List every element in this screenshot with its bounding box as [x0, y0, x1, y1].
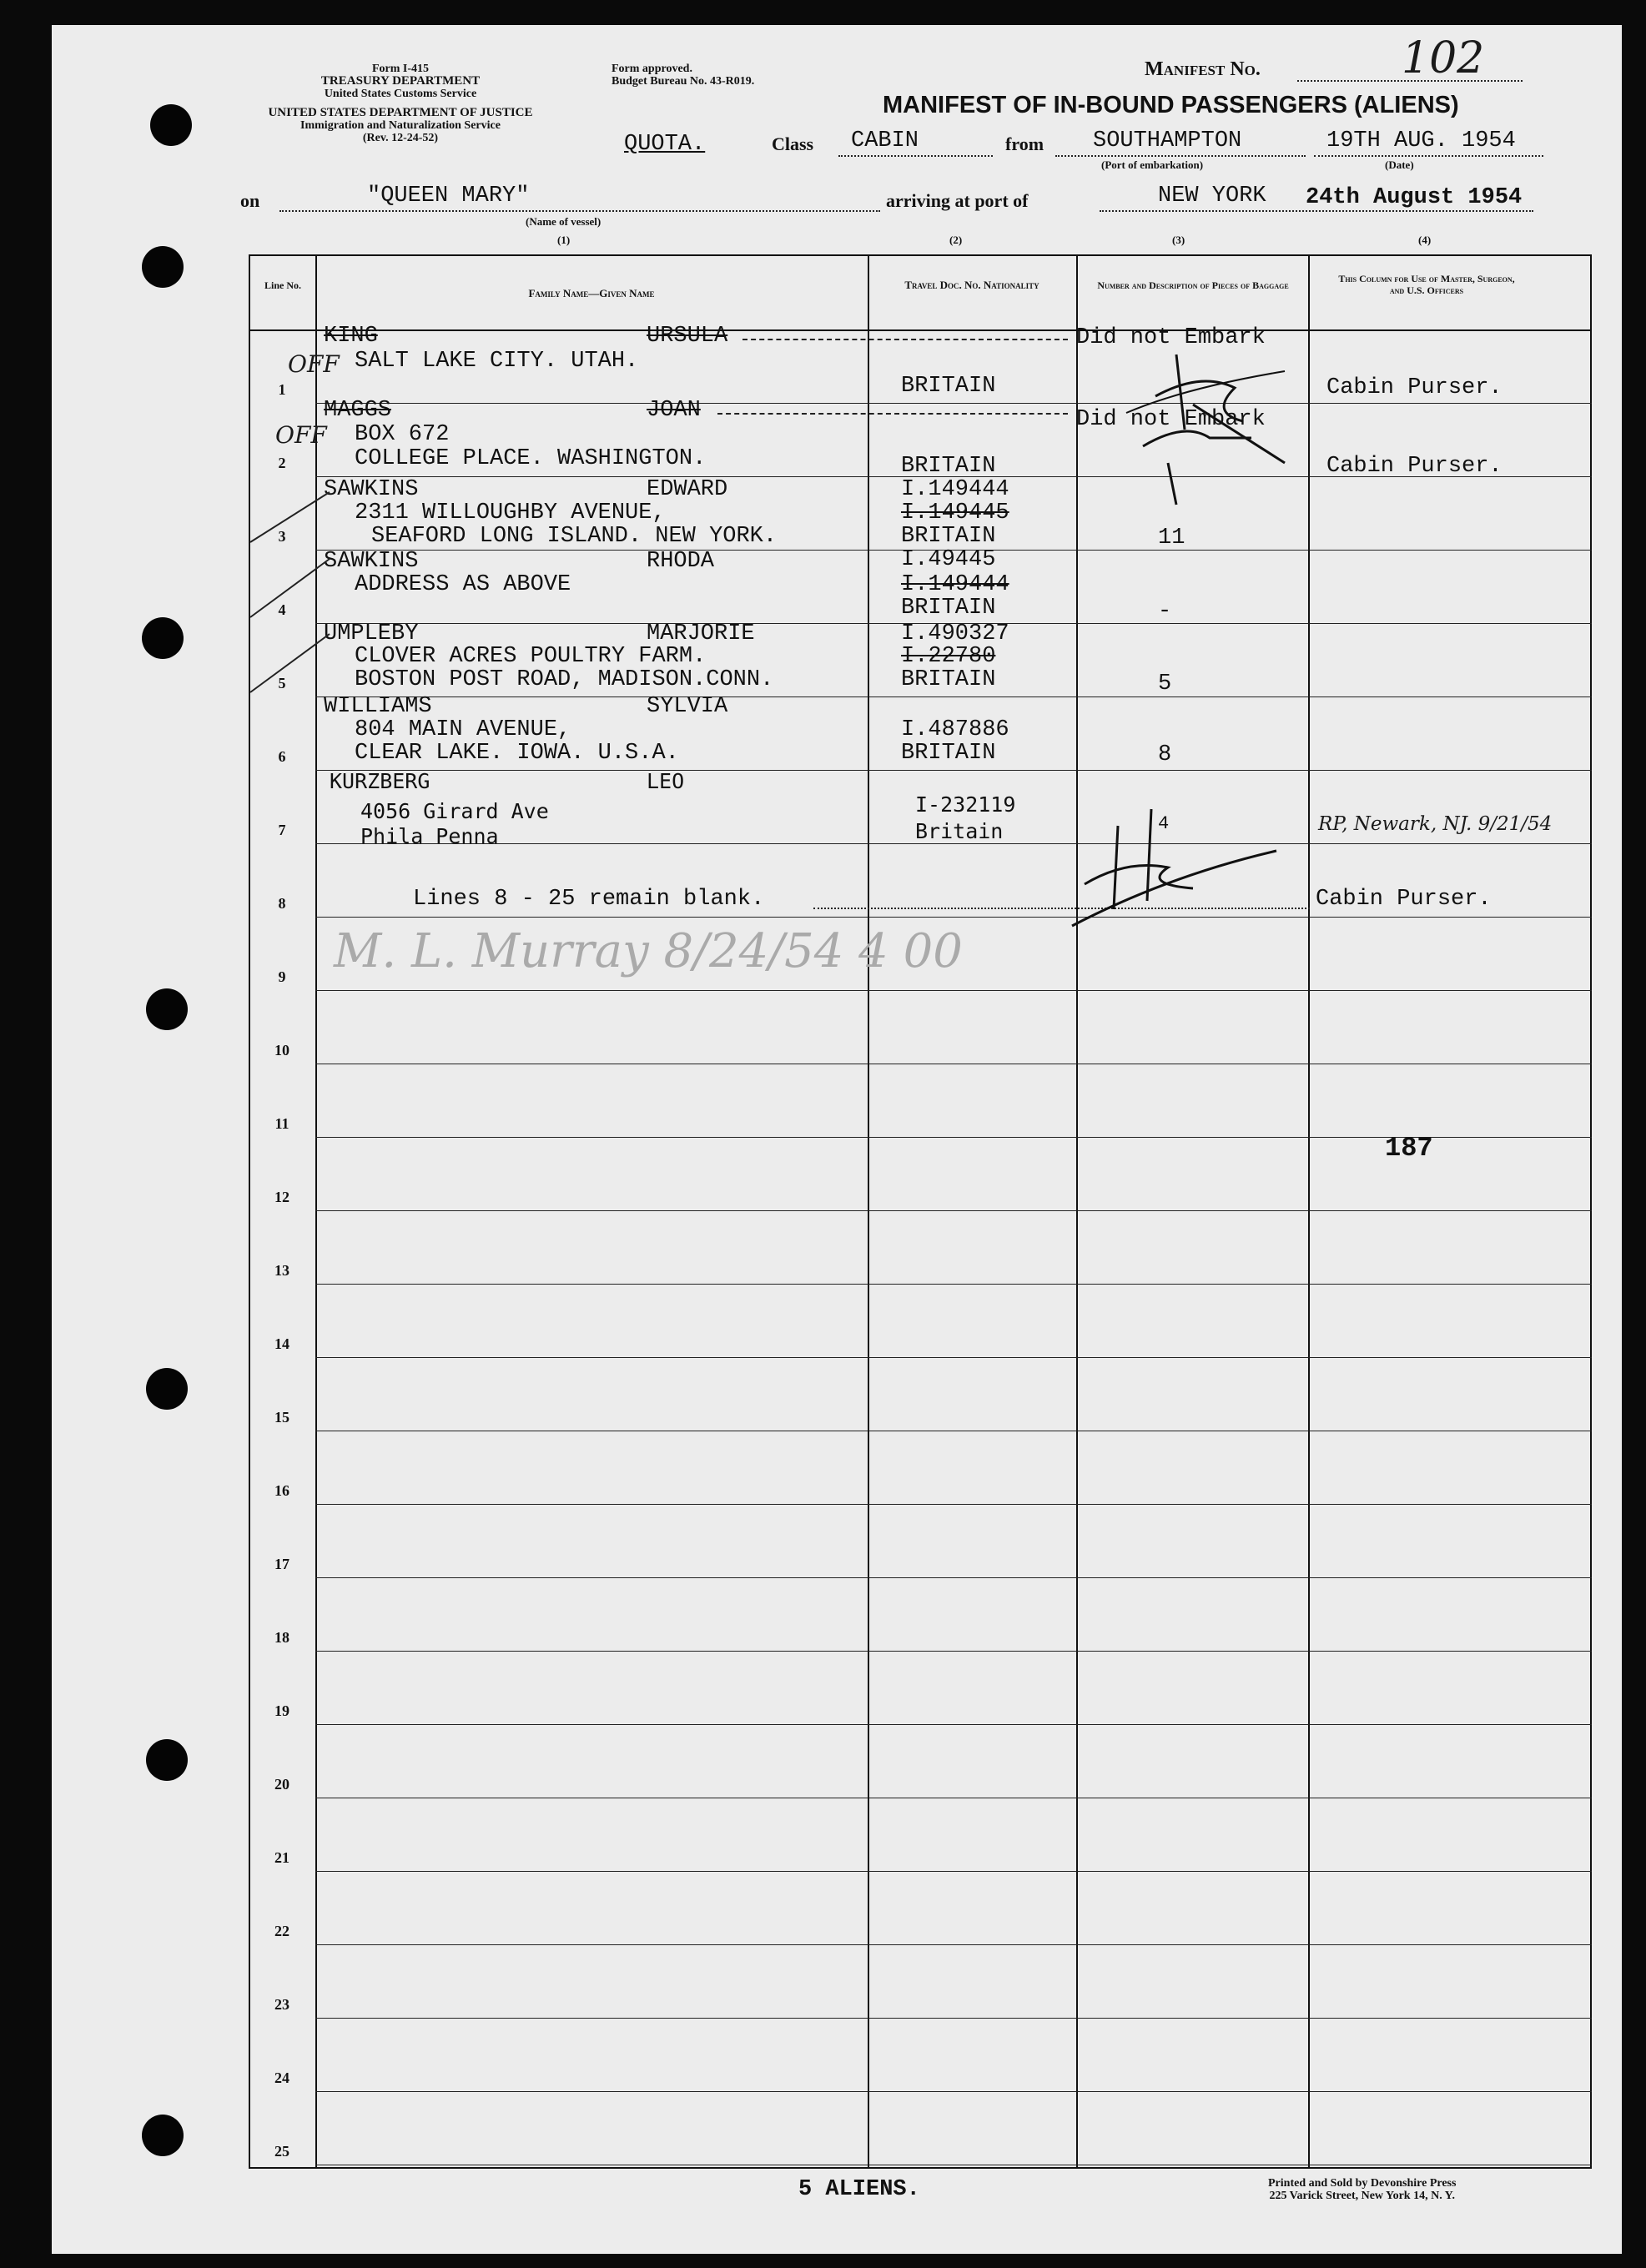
entry-3-given: EDWARD [647, 477, 728, 502]
line-number: 2 [278, 455, 286, 471]
entry-6-doc-1: I.487886 [901, 717, 1009, 742]
header-travel-doc: Travel Doc. No. Nationality [904, 279, 1039, 291]
entry-4-baggage: - [1158, 599, 1172, 624]
dept-name: UNITED STATES DEPARTMENT OF JUSTICE [268, 106, 533, 119]
line-number: 16 [274, 1482, 289, 1499]
entry-2-mark: OFF [275, 421, 327, 449]
col-num-2: (2) [949, 234, 963, 246]
row-line [315, 1504, 1592, 1505]
arrival-date: 24th August 1954 [1306, 185, 1523, 210]
approval-line: Form approved. [612, 63, 692, 75]
entry-6-doc-2: BRITAIN [901, 741, 996, 766]
binder-hole [142, 617, 184, 659]
line-number: 18 [274, 1629, 289, 1646]
line-number: 19 [274, 1702, 289, 1719]
blank-lines-note: Lines 8 - 25 remain blank. [413, 887, 765, 912]
row-line [315, 1724, 1592, 1725]
row-line [315, 1651, 1592, 1652]
arrival-port: NEW YORK [1158, 184, 1266, 209]
col-num-3: (3) [1172, 234, 1185, 246]
entry-5-doc-3: BRITAIN [901, 667, 996, 692]
purser-signature-icon [1118, 321, 1326, 513]
entry-2-name: MAGGS [324, 398, 392, 423]
stamp-number: 187 [1385, 1133, 1433, 1164]
line-number: 6 [278, 748, 286, 765]
col-divider [1308, 254, 1310, 2169]
strike-line [717, 413, 1068, 415]
col-num-1: (1) [557, 234, 571, 246]
line-number: 4 [278, 601, 286, 618]
entry-7-address-1: 4056 Girard Ave [360, 799, 549, 823]
blank-officer: Cabin Purser. [1316, 887, 1492, 912]
entry-4-given: RHODA [647, 549, 715, 574]
date-value: 19TH AUG. 1954 [1326, 128, 1516, 153]
line-number: 13 [274, 1262, 289, 1279]
entry-3-name: SAWKINS [324, 477, 419, 502]
printer-info [1268, 2177, 1456, 2202]
row-line [315, 917, 1592, 918]
col-divider [1076, 254, 1078, 2169]
row-line [315, 403, 1592, 404]
vessel-line [279, 210, 880, 212]
manifest-title: MANIFEST OF IN-BOUND PASSENGERS (ALIENS) [883, 92, 1459, 118]
entry-5-address-2: BOSTON POST ROAD, MADISON.CONN. [355, 667, 774, 692]
row-line [315, 2091, 1592, 2092]
binder-hole [142, 2115, 184, 2156]
manifest-no-label: Manifest No. [1145, 58, 1261, 80]
line-number: 20 [274, 1776, 289, 1793]
entry-7-baggage: 4 [1158, 813, 1170, 834]
entry-7-name: KURZBERG [330, 769, 430, 793]
printer-name: Printed and Sold by Devonshire Press [1268, 2177, 1457, 2190]
line-number: 11 [274, 1115, 289, 1132]
service-name: United States Customs Service [324, 88, 477, 100]
dept-service: Immigration and Naturalization Service [300, 119, 501, 132]
line-number: 22 [274, 1923, 289, 1939]
quota-label: QUOTA. [624, 132, 706, 157]
class-value: CABIN [851, 128, 919, 153]
entry-5-given: MARJORIE [647, 621, 755, 646]
form-number: Form I-415 [371, 63, 430, 75]
entry-6-baggage: 8 [1158, 742, 1172, 767]
entry-4-address: ADDRESS AS ABOVE [355, 572, 571, 597]
line-number: 14 [274, 1335, 289, 1352]
entry-2-doc: BRITAIN [901, 454, 996, 479]
line-number: 12 [274, 1189, 289, 1205]
entry-7-officer: RP, Newark, NJ. 9/21/54 [1318, 813, 1553, 835]
budget-bureau: Budget Bureau No. 43-R019. [612, 75, 755, 88]
entry-3-address-2: SEAFORD LONG ISLAND. NEW YORK. [371, 524, 778, 549]
from-label: from [1005, 133, 1044, 154]
line-number: 5 [278, 675, 286, 691]
arrival-line [1100, 210, 1533, 212]
entry-7-doc-1: I-232119 [915, 792, 1016, 817]
line-number: 17 [274, 1556, 289, 1572]
line-number: 9 [278, 968, 286, 985]
entry-7-address-2: Phila Penna [360, 824, 499, 848]
aliens-count: 5 ALIENS. [798, 2177, 920, 2202]
entry-2-address-1: BOX 672 [355, 422, 450, 447]
binder-hole [146, 1739, 188, 1781]
approval-info [612, 63, 754, 88]
row-line [315, 843, 1592, 844]
form-info [305, 63, 496, 100]
entry-6-address-1: 804 MAIN AVENUE, [355, 717, 571, 742]
line-number: 21 [274, 1849, 289, 1866]
entry-4-doc-3: BRITAIN [901, 596, 996, 621]
entry-7-doc-2: Britain [915, 819, 1004, 843]
from-value: SOUTHAMPTON [1093, 128, 1242, 153]
row-line [315, 1871, 1592, 1872]
line-number: 15 [274, 1409, 289, 1426]
entry-1-baggage: Did not Embark [1076, 325, 1266, 350]
binder-hole [146, 1368, 188, 1410]
class-label: Class [772, 133, 814, 154]
from-caption: (Port of embarkation) [1101, 158, 1204, 171]
row-line [315, 1577, 1592, 1578]
entry-7-given: LEO [647, 769, 685, 793]
line-number: 24 [274, 2069, 289, 2086]
entry-2-baggage: Did not Embark [1076, 407, 1266, 432]
dept-info [234, 107, 567, 144]
line-number: 3 [278, 528, 286, 545]
entry-3-doc-1: I.149444 [901, 477, 1009, 502]
manifest-no-value: 102 [1402, 33, 1485, 83]
entry-6-address-2: CLEAR LAKE. IOWA. U.S.A. [355, 741, 679, 766]
entry-4-doc-2: I.149444 [901, 572, 1009, 597]
entry-1-mark: OFF [288, 350, 340, 378]
binder-hole [142, 246, 184, 288]
handwritten-signature: M. L. Murray 8/24/54 4 00 [334, 924, 963, 978]
line-number: 8 [278, 895, 286, 912]
row-line [315, 1944, 1592, 1945]
col-divider [868, 254, 869, 2169]
line-number: 10 [274, 1042, 289, 1059]
row-line [315, 1210, 1592, 1211]
row-line [315, 696, 1592, 697]
entry-3-address-1: 2311 WILLOUGHBY AVENUE, [355, 500, 666, 526]
row-line [315, 990, 1592, 991]
entry-5-name: UMPLEBY [324, 621, 419, 646]
entry-2-address-2: COLLEGE PLACE. WASHINGTON. [355, 446, 707, 471]
revision: (Rev. 12-24-52) [362, 132, 439, 144]
row-line [315, 1357, 1592, 1358]
entry-5-address-1: CLOVER ACRES POULTRY FARM. [355, 644, 707, 669]
printer-address: 225 Varick Street, New York 14, N. Y. [1269, 2190, 1456, 2202]
tick-mark-icon [246, 475, 338, 717]
entry-4-doc-1: I.49445 [901, 547, 996, 572]
date-caption: (Date) [1385, 158, 1414, 171]
line-number: 23 [274, 1996, 289, 2013]
class-line [838, 155, 993, 157]
header-name: Family Name—Given Name [528, 287, 655, 299]
row-line [315, 770, 1592, 771]
entry-2-officer: Cabin Purser. [1326, 454, 1503, 479]
entry-1-given: URSULA [647, 324, 728, 349]
entry-1-officer: Cabin Purser. [1326, 375, 1503, 400]
purser-signature-icon [1068, 792, 1285, 951]
vessel-name: "QUEEN MARY" [367, 184, 530, 209]
entry-3-doc-3: BRITAIN [901, 524, 996, 549]
entry-4-name: SAWKINS [324, 549, 419, 574]
entry-5-baggage: 5 [1158, 671, 1172, 696]
col-num-4: (4) [1418, 234, 1432, 246]
line-number: 1 [278, 381, 286, 398]
header-baggage: Number and Description of Pieces of Baggage [1097, 279, 1289, 291]
line-number: 7 [278, 822, 286, 838]
binder-hole [146, 988, 188, 1030]
entry-5-doc-1: I.490327 [901, 621, 1009, 646]
entry-5-doc-2: I.22780 [901, 644, 996, 669]
entry-3-doc-2: I.149445 [901, 500, 1009, 526]
arriving-label: arriving at port of [886, 190, 1029, 211]
row-line [315, 2018, 1592, 2019]
binder-hole [150, 104, 192, 146]
entry-1-doc: BRITAIN [901, 374, 996, 399]
strike-line [742, 339, 1068, 340]
date-line [1314, 155, 1543, 157]
from-line [1055, 155, 1306, 157]
entry-2-given: JOAN [647, 398, 701, 423]
department-name: TREASURY DEPARTMENT [320, 74, 481, 88]
header-line-no: Line No. [264, 279, 301, 291]
entry-1-address: SALT LAKE CITY. UTAH. [355, 349, 639, 374]
entry-6-given: SYLVIA [647, 694, 728, 719]
on-label: on [240, 190, 260, 211]
row-line [315, 1284, 1592, 1285]
entry-6-name: WILLIAMS [324, 694, 432, 719]
line-number: 25 [274, 2143, 289, 2160]
header-divider [249, 329, 1592, 331]
entry-1-name: KING [324, 324, 378, 349]
vessel-caption: (Name of vessel) [526, 215, 602, 228]
entry-3-baggage: 11 [1158, 526, 1185, 551]
header-officers: This Column for Use of Master, Surgeon, and U.S. Officers [1338, 273, 1515, 296]
